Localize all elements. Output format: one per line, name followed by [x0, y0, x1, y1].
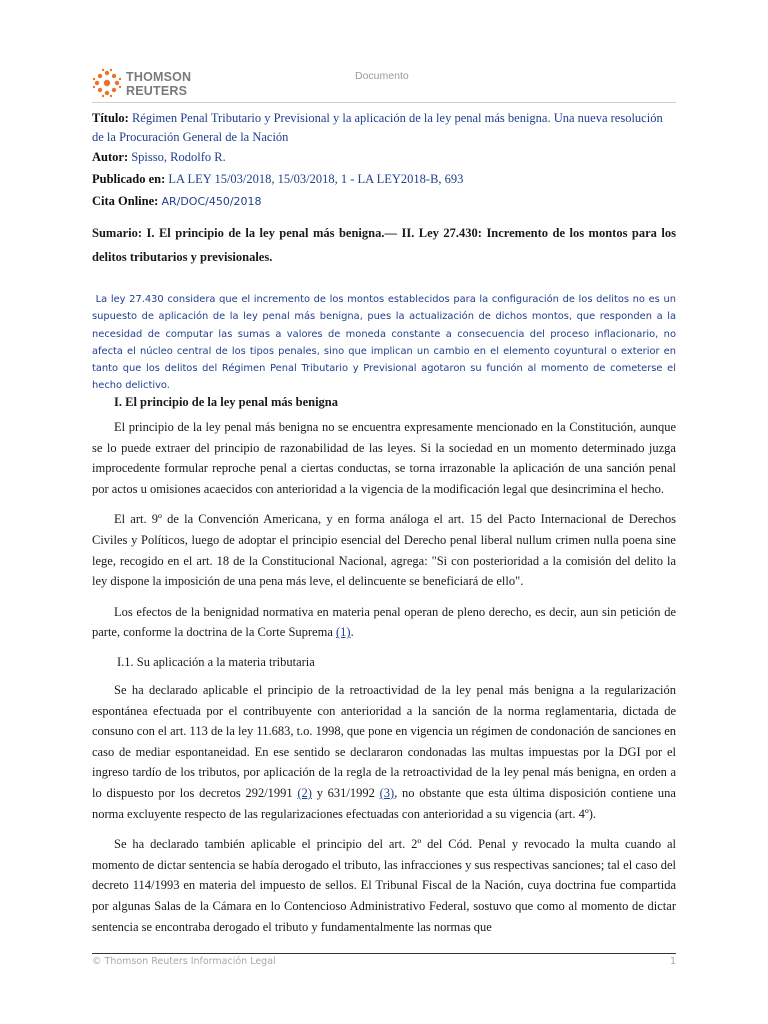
section-1-1-body	[92, 680, 676, 947]
footer-copyright: © Thomson Reuters Información Legal	[92, 956, 276, 967]
paragraph-text: Se ha declarado aplicable el principio de la retroactividad de la ley penal más benigna a la regularización espontánea efectuada por el contribuyente con anterioridad a la sanción de la norma reglamentaria, dictada de consuno con el art. 113 de la ley 11.683, t.o. 1998, que pone en vigencia un régimen de condonación de sanciones en caso de mediar espontaneidad. En ese sentido se declararon condonadas las multas impuestas por la DGI por el ingreso tardío de los tributos, por aplicación de la regla de la retroactividad de la ley penal más benigna, en orden a lo dispuesto por los decretos 292/1991	[92, 683, 676, 800]
header-divider	[92, 102, 676, 103]
page-number: 1	[669, 956, 676, 967]
meta-author	[92, 148, 676, 167]
paragraph-text: .	[350, 625, 354, 640]
logo-text	[126, 70, 191, 98]
title-value: Régimen Penal Tributario y Previsional y la aplicación de la ley penal más benigna. Una nueva resolución de la Procuración General de la Nación	[92, 111, 663, 144]
logo-line1: THOMSON	[126, 70, 192, 84]
abstract	[92, 291, 676, 395]
paragraph-text: y 631/1992	[311, 785, 380, 800]
meta-cita	[92, 192, 676, 211]
paragraph	[92, 602, 676, 643]
footnote-link-3[interactable]: (3)	[379, 785, 395, 800]
document-label: Documento	[355, 70, 409, 82]
cita-label: Cita Online:	[92, 194, 159, 208]
thomson-reuters-logo	[92, 68, 212, 102]
paragraph	[92, 680, 676, 824]
logo-line2: REUTERS	[126, 84, 188, 98]
paragraph-text: Los efectos de la benignidad normativa en materia penal operan de pleno derecho, es decir, aun sin petición de parte, conforme la doctrina de la Corte Suprema	[92, 604, 676, 640]
paragraph: El principio de la ley penal más benigna no se encuentra expresamente mencionado en la Constitución, aunque se lo puede extraer del principio de razonabilidad de las leyes. Si la sociedad en un momento determinado juzga improcedente formular reproche penal a ciertas conductas, se torna irrazonable la aplicación de una sanción penal por actos u omisiones acaecidos con anterioridad a la vigencia de la modificación legal que desincrimina el hecho.	[92, 420, 676, 496]
footnote-link-2[interactable]: (2)	[297, 785, 312, 800]
published-value: LA LEY 15/03/2018, 15/03/2018, 1 - LA LEY2018-B, 693	[168, 172, 464, 186]
meta-published	[92, 170, 676, 189]
logo-mark-icon	[92, 68, 122, 98]
summary: Sumario: I. El principio de la ley penal más benigna.— II. Ley 27.430: Incremento de los montos para los delitos tributarios y previsionales.	[92, 226, 676, 264]
published-label: Publicado en:	[92, 172, 166, 186]
title-label: Título:	[92, 111, 129, 125]
author-label: Autor:	[92, 150, 129, 164]
paragraph: Se ha declarado también aplicable el principio del art. 2º del Cód. Penal y revocado la multa cuando al momento de dictar sentencia se había derogado el tributo, las infracciones y sus respectivas sanciones; tal el caso del decreto 114/1993 en materia del impuesto de sellos. El Tribunal Fiscal de la Nación, cuya doctrina fue compartida por algunas Salas de la Cámara en lo Contencioso Administrativo Federal, sostuvo que como al momento de dictar sentencia se encontraba derogado el tributo y fundamentalmente las normas que	[92, 837, 676, 934]
footnote-link-1[interactable]: (1)	[336, 625, 351, 640]
section-1-body	[92, 417, 676, 653]
section-heading-1-1: I.1. Su aplicación a la materia tributaria	[117, 655, 315, 669]
cita-value[interactable]: AR/DOC/450/2018	[161, 195, 262, 208]
meta-title	[92, 109, 676, 147]
footer	[92, 956, 676, 967]
footer-divider	[92, 953, 676, 954]
paragraph: El art. 9º de la Convención Americana, y en forma análoga el art. 15 del Pacto Internacional de Derechos Civiles y Políticos, luego de adoptar el principio esencial del Derecho penal liberal nullum crimen nulla poena sine lege, recogido en el art. 18 de la Constitucional Nacional, agrega: "Si con posterioridad a la comisión del delito la ley dispone la imposición de una pena más leve, el delincuente se beneficiará de ello".	[92, 512, 676, 589]
paragraph-text: , no obstante que esta última disposición contiene una norma excluyente respecto de las regularizaciones efectuadas con anterioridad a su vigencia (art. 4º).	[92, 785, 676, 821]
author-value: Spisso, Rodolfo R.	[131, 150, 226, 164]
section-heading-1: I. El principio de la ley penal más benigna	[114, 395, 338, 409]
abstract-text: La ley 27.430 considera que el incremento de los montos establecidos para la configuración de los delitos no es un supuesto de aplicación de la ley penal más benigna, pues la actualización de dichos montos, que responden a la necesidad de computar las sumas a valores de moneda constante a consecuencia del proceso inflacionario, no afecta el núcleo central de los tipos penales, sino que implican un cambio en el elemento coyuntural o exterior en tanto que los delitos del Régimen Penal Tributario y Previsional agotaron su función al momento de cometerse el hecho delictivo.	[92, 294, 676, 392]
